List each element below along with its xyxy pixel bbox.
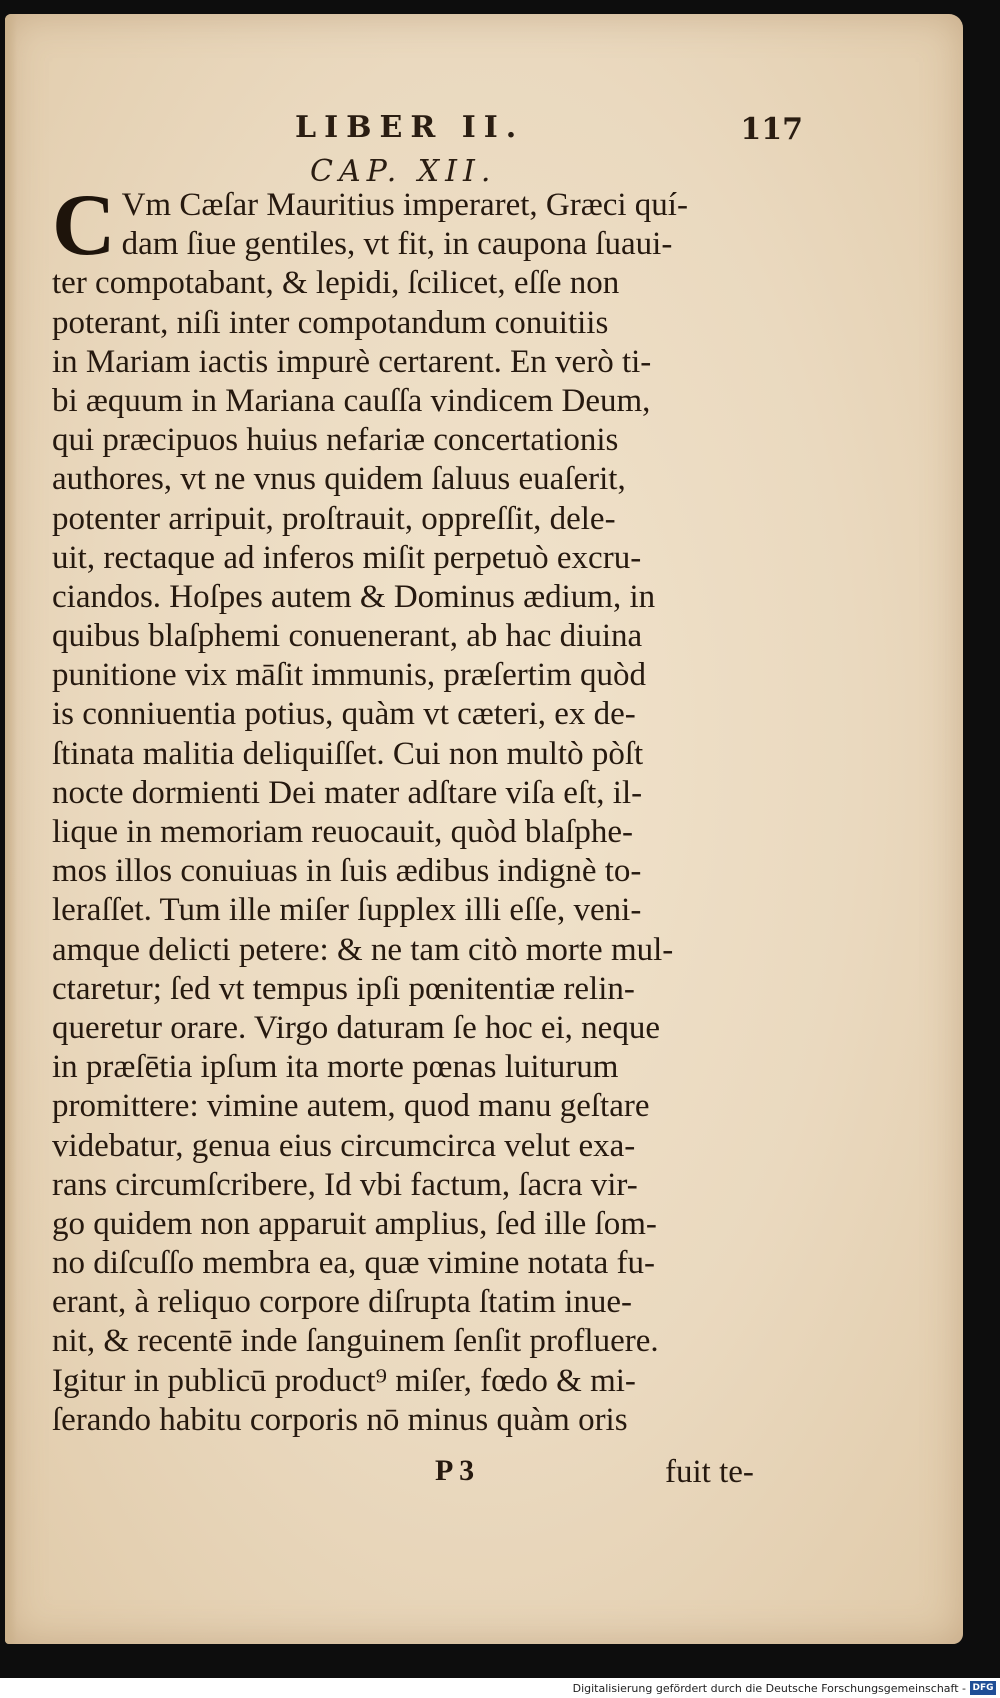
text-line: ſtinata malitia deliquiſſet. Cui non multò pòſt — [52, 735, 644, 772]
text-line: lique in memoriam reuocauit, quòd blaſphe- — [52, 814, 633, 850]
book-page — [5, 14, 963, 1644]
credit-text: Digitalisierung gefördert durch die Deutsche Forschungsgemeinschaft - — [572, 1682, 966, 1695]
signature-mark: P 3 — [435, 1454, 475, 1487]
text-line: rans circumſcribere, Id vbi factum, ſacra vir- — [52, 1166, 638, 1203]
running-head: LIBER II. — [295, 110, 525, 145]
text-line: mos illos conuiuas in ſuis ædibus indignè to- — [52, 853, 642, 890]
catchword: fuit te- — [665, 1454, 754, 1490]
text-line: is conniuentia potius, quàm vt cæteri, ex de- — [52, 696, 636, 733]
text-line: Vm Cæſar Mauritius imperaret, Græci quí- — [121, 187, 688, 223]
text-line: ſerando habitu corporis nō minus quàm oris — [52, 1401, 628, 1438]
credit-bar — [0, 1678, 1000, 1698]
page-edge — [5, 14, 17, 1644]
text-line: ctaretur; ſed vt tempus ipſi pœnitentiæ relin- — [52, 970, 635, 1007]
text-line: nit, & recentē inde ſanguinem ſenſit profluere. — [52, 1323, 659, 1360]
text-line: qui præcipuos huius nefariæ concertationis — [52, 422, 619, 459]
text-line: Igitur in publicū product⁹ miſer, fœdo & mi- — [52, 1362, 636, 1399]
text-line: in præſētia ipſum ita morte pœnas luiturum — [52, 1049, 619, 1086]
text-line: in Mariam iactis impurè certarent. En verò ti- — [52, 343, 652, 380]
text-line: ciandos. Hoſpes autem & Dominus ædium, in — [52, 578, 656, 615]
text-line: promittere: vimine autem, quod manu geſtare — [52, 1088, 650, 1125]
text-line: no diſcuſſo membra ea, quæ vimine notata fu- — [52, 1245, 656, 1282]
text-line: uit, rectaque ad inferos miſit perpetuò excru- — [52, 539, 642, 576]
text-line: punitione vix māſit immunis, præſertim quòd — [52, 657, 646, 694]
page-number: 117 — [740, 112, 803, 147]
chapter-title: CAP. XII. — [310, 154, 497, 189]
text-line: leraſſet. Tum ille miſer ſupplex illi eſſe, veni- — [52, 892, 642, 929]
body-text — [52, 177, 772, 1440]
dfg-logo[interactable]: DFG — [970, 1681, 996, 1695]
text-line: videbatur, genua eius circumcirca velut exa- — [52, 1127, 636, 1164]
text-line: go quidem non apparuit amplius, ſed ille ſom- — [52, 1205, 657, 1242]
text-line: ter compotabant, & lepidi, ſcilicet, eſſe non — [52, 265, 620, 302]
text-line: amque delicti petere: & ne tam citò morte mul- — [52, 931, 674, 968]
text-line: dam ſiue gentiles, vt fit, in caupona ſuaui- — [121, 226, 673, 263]
text-line: bi æquum in Mariana cauſſa vindicem Deum, — [52, 382, 651, 419]
page-header — [5, 110, 963, 152]
text-line: quibus blaſphemi conuenerant, ab hac diuina — [52, 618, 643, 655]
drop-cap: C — [52, 177, 116, 274]
text-line: poterant, niſi inter compotandum conuitiis — [52, 304, 609, 341]
page-footer — [5, 1454, 963, 1494]
text-line: erant, à reliquo corpore diſrupta ſtatim inue- — [52, 1284, 633, 1321]
text-line: authores, vt ne vnus quidem ſaluus euaſerit, — [52, 461, 626, 498]
text-line: queretur orare. Virgo daturam ſe hoc ei, neque — [52, 1009, 660, 1046]
text-line: potenter arripuit, proſtrauit, oppreſſit, dele- — [52, 500, 616, 537]
text-line: nocte dormienti Dei mater adſtare viſa eſt, il- — [52, 774, 643, 811]
